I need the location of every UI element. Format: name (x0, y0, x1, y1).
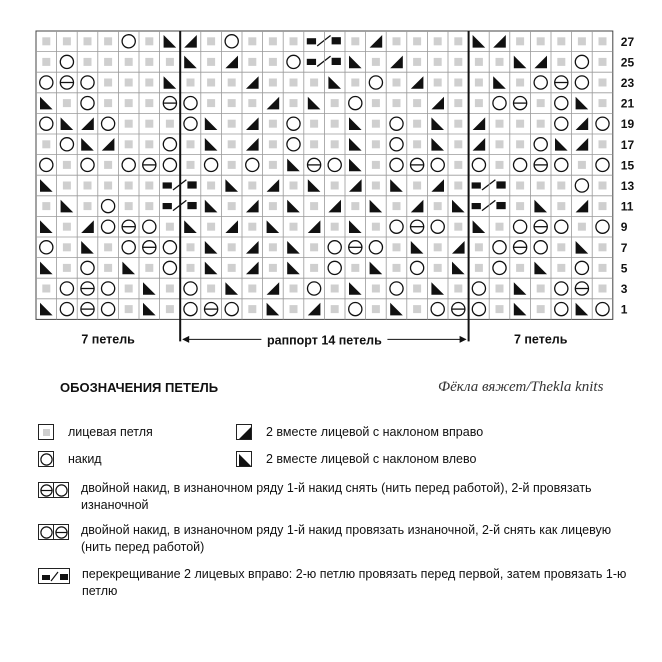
knit-stitch (557, 243, 565, 251)
knit-stitch (413, 305, 421, 313)
knit-stitch (207, 79, 215, 87)
knit-stitch (228, 140, 236, 148)
knit-stitch (516, 264, 524, 272)
knit-stitch (351, 37, 359, 45)
knit-stitch (145, 58, 153, 66)
legend-item-knit (38, 424, 153, 441)
double-yo-1-icon (38, 482, 69, 498)
knit-stitch (393, 37, 401, 45)
knit-stitch (207, 58, 215, 66)
knit-stitch (63, 182, 71, 190)
knit-stitch (557, 58, 565, 66)
knit-stitch (104, 79, 112, 87)
row-number: 5 (620, 261, 628, 276)
knit-stitch (351, 79, 359, 87)
knit-stitch (496, 223, 504, 231)
knit-stitch (351, 202, 359, 210)
knit-stitch (331, 182, 339, 190)
knit-stitch (578, 223, 586, 231)
repeat-left-label: 7 петель (81, 332, 135, 347)
knit-stitch (42, 285, 50, 293)
knit-stitch (145, 182, 153, 190)
knit-stitch (454, 182, 462, 190)
row-number: 15 (620, 158, 635, 173)
knit-stitch (599, 264, 607, 272)
knit-stitch (372, 58, 380, 66)
knit-stitch (372, 161, 380, 169)
knit-stitch (393, 243, 401, 251)
knit-stitch (228, 99, 236, 107)
knit-stitch (393, 79, 401, 87)
knit-stitch (331, 140, 339, 148)
knit-stitch (557, 182, 565, 190)
knit-stitch (125, 120, 133, 128)
knit-stitch (372, 285, 380, 293)
knit-stitch (413, 58, 421, 66)
knit-stitch (125, 305, 133, 313)
legend-item-k2tog-left (236, 451, 476, 468)
knit-stitch (578, 37, 586, 45)
knit-stitch (434, 58, 442, 66)
knit-stitch (187, 243, 195, 251)
knit-stitch (413, 37, 421, 45)
knit-stitch (537, 285, 545, 293)
knit-stitch (269, 243, 277, 251)
knit-stitch (248, 223, 256, 231)
knit-stitch (372, 120, 380, 128)
knit-stitch (42, 202, 50, 210)
knit-stitch (104, 58, 112, 66)
knit-stitch (166, 58, 174, 66)
knit-stitch (372, 223, 380, 231)
knit-stitch (290, 223, 298, 231)
cross-right-icon (38, 568, 70, 584)
knit-stitch (454, 58, 462, 66)
knit-stitch (207, 223, 215, 231)
knit-stitch (125, 202, 133, 210)
knit-stitch (331, 120, 339, 128)
knit-stitch (187, 79, 195, 87)
knit-stitch (207, 37, 215, 45)
row-number: 7 (620, 240, 628, 255)
knit-stitch (104, 243, 112, 251)
knit-stitch (125, 285, 133, 293)
knit-stitch (496, 161, 504, 169)
knit-stitch (599, 58, 607, 66)
knit-stitch (228, 202, 236, 210)
knit-stitch (166, 223, 174, 231)
k2tog-right-icon (236, 424, 252, 440)
knit-stitch (290, 285, 298, 293)
knit-stitch (516, 140, 524, 148)
knit-stitch (269, 161, 277, 169)
knit-stitch (42, 37, 50, 45)
knit-stitch (228, 161, 236, 169)
knit-stitch (516, 182, 524, 190)
knit-stitch (413, 285, 421, 293)
knit-stitch (248, 99, 256, 107)
knit-stitch (248, 37, 256, 45)
knit-stitch (63, 99, 71, 107)
knit-stitch (269, 37, 277, 45)
knit-stitch (516, 37, 524, 45)
knit-stitch (454, 161, 462, 169)
double-yo-2-icon (38, 524, 69, 540)
knit-stitch (516, 202, 524, 210)
knit-stitch (310, 202, 318, 210)
knit-stitch (537, 305, 545, 313)
knit-stitch (269, 140, 277, 148)
knit-stitch (228, 79, 236, 87)
knit-stitch (434, 79, 442, 87)
legend-label-yarn-over: накид (68, 452, 102, 466)
legend-item-cross (38, 568, 628, 600)
knit-stitch (63, 264, 71, 272)
knit-stitch (145, 79, 153, 87)
knit-stitch (269, 79, 277, 87)
knit-stitch (413, 99, 421, 107)
knit-stitch (63, 243, 71, 251)
repeat-center-label: раппорт 14 петель (266, 333, 382, 348)
knit-stitch (290, 79, 298, 87)
knit-stitch (599, 140, 607, 148)
knit-stitch (145, 99, 153, 107)
knit-stitch (434, 243, 442, 251)
legend-label-knit: лицевая петля (68, 425, 153, 439)
knit-stitch (454, 79, 462, 87)
k2tog-left-icon (236, 451, 252, 467)
knit-stitch (331, 285, 339, 293)
knit-stitch (434, 264, 442, 272)
knit-stitch (516, 120, 524, 128)
knit-stitch (104, 182, 112, 190)
arrowhead-right (460, 336, 467, 343)
knit-stitch (475, 243, 483, 251)
knit-stitch (310, 120, 318, 128)
knit-stitch (454, 120, 462, 128)
knit-stitch (599, 285, 607, 293)
knit-stitch (125, 140, 133, 148)
knit-stitch (599, 202, 607, 210)
knit-stitch (145, 120, 153, 128)
legend-item-double-yo-2 (38, 524, 628, 556)
row-number: 3 (620, 282, 628, 296)
knit-stitch (84, 37, 92, 45)
knit-stitch (248, 58, 256, 66)
knit-stitch (516, 79, 524, 87)
knit-stitch (145, 37, 153, 45)
legend-label-k2tog-left: 2 вместе лицевой с наклоном влево (266, 452, 477, 466)
knit-stitch (475, 264, 483, 272)
knit-stitch (207, 182, 215, 190)
knit-stitch (310, 79, 318, 87)
knit-stitch (84, 182, 92, 190)
knit-stitch (104, 161, 112, 169)
knit-stitch (125, 79, 133, 87)
row-number: 1 (620, 302, 628, 317)
knit-stitch (496, 120, 504, 128)
knit-stitch (475, 99, 483, 107)
knit-stitch (290, 37, 298, 45)
brand-signature: Фёкла вяжет/Thekla knits (438, 379, 604, 395)
knit-stitch (496, 285, 504, 293)
knit-stitch (393, 202, 401, 210)
row-number: 23 (620, 76, 635, 90)
knit-stitch (63, 161, 71, 169)
knit-stitch (207, 99, 215, 107)
knit-stitch (413, 120, 421, 128)
knit-stitch (145, 264, 153, 272)
knit-stitch (475, 58, 483, 66)
knit-stitch (496, 305, 504, 313)
knit-stitch (84, 202, 92, 210)
yarn-over-icon (38, 451, 54, 467)
knit-stitch (290, 99, 298, 107)
knit-stitch (454, 140, 462, 148)
knit-stitch (599, 99, 607, 107)
legend-label-double-yo-1: двойной накид, в изнаночном ряду 1-й накид снять (нить перед работой), 2-й провязать изнаночной (81, 481, 592, 512)
knit-stitch (310, 140, 318, 148)
legend-item-double-yo-1 (38, 482, 628, 514)
knit-stitch (207, 285, 215, 293)
knit-stitch (434, 202, 442, 210)
knit-stitch (145, 202, 153, 210)
knit-stitch (228, 120, 236, 128)
knit-stitch (104, 99, 112, 107)
knit-stitch (228, 243, 236, 251)
row-number: 25 (620, 55, 635, 70)
repeat-right-label: 7 петель (513, 332, 568, 347)
knit-stitch (187, 140, 195, 148)
knit-stitch (269, 58, 277, 66)
legend-item-yarn-over (38, 451, 102, 468)
knit-stitch (63, 223, 71, 231)
knit-stitch (187, 264, 195, 272)
knit-stitch (393, 99, 401, 107)
knit-stitch (290, 305, 298, 313)
knit-stitch (599, 79, 607, 87)
knit-stitch (104, 37, 112, 45)
knit-stitch (166, 120, 174, 128)
knit-stitch (454, 99, 462, 107)
knit-stitch (496, 58, 504, 66)
knit-stitch (413, 182, 421, 190)
row-number: 13 (620, 179, 635, 193)
knit-stitch (84, 58, 92, 66)
knit-stitch (557, 37, 565, 45)
knit-stitch (599, 182, 607, 190)
row-number: 9 (620, 220, 628, 235)
row-number: 17 (620, 137, 635, 152)
knit-stitch (537, 182, 545, 190)
knit-stitch (599, 37, 607, 45)
knit-stitch (372, 99, 380, 107)
knit-stitch (63, 37, 71, 45)
knit-stitch (269, 120, 277, 128)
knit-stitch (537, 99, 545, 107)
legend-label-double-yo-2: двойной накид, в изнаночном ряду 1-й накид провязать изнаночной, 2-й снять как лицевую (нить перед работой) (81, 523, 612, 554)
knit-stitch (104, 264, 112, 272)
knit-stitch (393, 264, 401, 272)
knit-stitch (248, 182, 256, 190)
arrowhead-left (182, 336, 189, 343)
knit-stitch (537, 120, 545, 128)
knit-stitch (331, 99, 339, 107)
legend-label-cross: перекрещивание 2 лицевых вправо: 2-ю петлю провязать перед первой, затем провязать 1-ю петлю (82, 567, 627, 598)
knit-stitch (557, 264, 565, 272)
knit-stitch (125, 182, 133, 190)
knit-stitch (372, 182, 380, 190)
knit-stitch (125, 99, 133, 107)
row-number: 11 (620, 199, 634, 214)
knit-stitch (269, 202, 277, 210)
knit-stitch (578, 161, 586, 169)
knit-stitch (310, 243, 318, 251)
knit-stitch (434, 37, 442, 45)
knit-stitch (557, 202, 565, 210)
knit-stitch (372, 305, 380, 313)
knit-stitch (269, 264, 277, 272)
knit-stitch (599, 243, 607, 251)
knit-stitch (125, 58, 133, 66)
knit-stitch (248, 285, 256, 293)
knit-stitch-icon (38, 424, 54, 440)
row-number: 19 (620, 117, 635, 132)
knit-stitch (187, 161, 195, 169)
knit-stitch (166, 305, 174, 313)
knit-stitch (290, 182, 298, 190)
knit-stitch (351, 264, 359, 272)
legend-item-k2tog-right (236, 424, 483, 441)
knit-stitch (42, 58, 50, 66)
row-number: 27 (620, 34, 635, 49)
knit-stitch (475, 79, 483, 87)
legend-label-k2tog-right: 2 вместе лицевой с наклоном вправо (266, 425, 484, 439)
knit-stitch (228, 264, 236, 272)
knit-stitch (145, 140, 153, 148)
knit-stitch (42, 140, 50, 148)
knit-stitch (248, 305, 256, 313)
row-number: 21 (620, 96, 635, 111)
knit-stitch (413, 140, 421, 148)
knit-stitch (537, 37, 545, 45)
legend-title: ОБОЗНАЧЕНИЯ ПЕТЕЛЬ (60, 380, 219, 395)
knit-stitch (454, 285, 462, 293)
knit-stitch (310, 264, 318, 272)
knit-stitch (166, 285, 174, 293)
knit-stitch (331, 223, 339, 231)
knit-stitch (454, 37, 462, 45)
knit-stitch (331, 305, 339, 313)
knit-stitch (496, 140, 504, 148)
knit-stitch (372, 140, 380, 148)
knit-stitch (454, 223, 462, 231)
